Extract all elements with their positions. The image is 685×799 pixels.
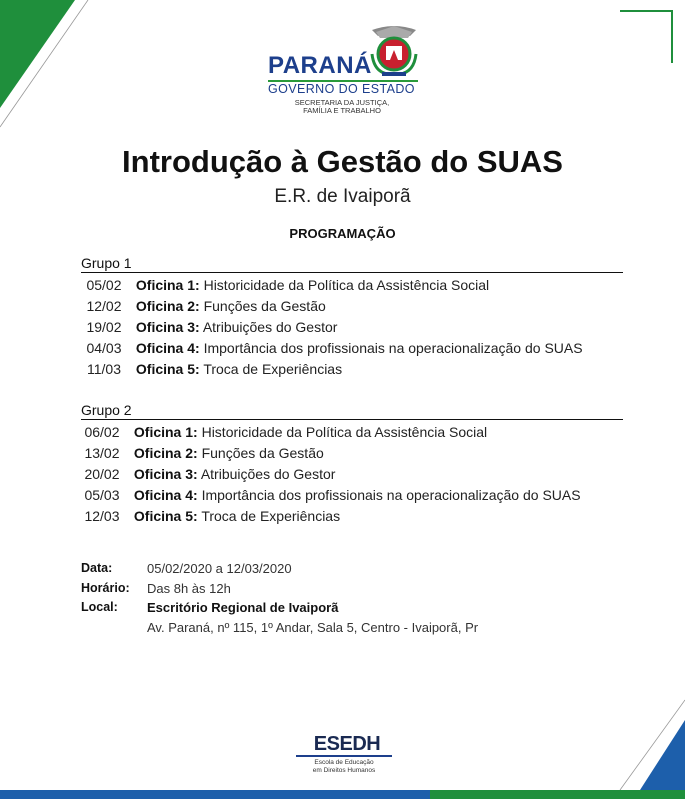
group-2-session-5	[74, 507, 340, 525]
session-date: 04/03	[86, 340, 122, 356]
session-label: Oficina 2:	[135, 298, 200, 314]
session-date: 05/03	[84, 487, 120, 503]
time-label: Horário:	[81, 581, 130, 595]
session-topic: Importância dos profissionais na operacionalização do SUAS	[203, 340, 583, 356]
group-1-session-2	[76, 297, 326, 315]
group-1-session-4	[76, 339, 583, 357]
session-date: 20/02	[84, 466, 120, 482]
session-topic: Atribuições do Gestor	[202, 319, 338, 335]
session-label: Oficina 4:	[133, 487, 198, 503]
esedh-subtitle	[296, 759, 392, 775]
place-value: Escritório Regional de Ivaiporã	[147, 600, 339, 615]
session-label: Oficina 5:	[133, 508, 198, 524]
group-2-session-1	[74, 423, 487, 441]
government-label: GOVERNO DO ESTADO	[268, 82, 415, 96]
page-subtitle: E.R. de Ivaiporã	[274, 186, 411, 207]
group-1-session-1	[76, 276, 489, 294]
top-left-green-triangle	[0, 0, 75, 108]
session-topic: Atribuições do Gestor	[200, 466, 336, 482]
session-label: Oficina 1:	[133, 424, 198, 440]
session-topic: Funções da Gestão	[203, 298, 326, 314]
time-value: Das 8h às 12h	[147, 581, 231, 596]
bottom-green-bar	[430, 790, 685, 799]
session-date: 12/02	[86, 298, 122, 314]
session-label: Oficina 2:	[133, 445, 198, 461]
session-label: Oficina 1:	[135, 277, 200, 293]
session-topic: Historicidade da Política da Assistência Social	[201, 424, 488, 440]
date-value: 05/02/2020 a 12/03/2020	[147, 561, 292, 576]
session-topic: Historicidade da Política da Assistência Social	[203, 277, 490, 293]
secretariat-line-1: SECRETARIA DA JUSTIÇA,	[294, 98, 390, 107]
esedh-logo-rule	[296, 755, 392, 757]
page-title: Introdução à Gestão do SUAS	[122, 144, 563, 179]
session-date: 06/02	[84, 424, 120, 440]
esedh-subtitle-line-1: Escola de Educação	[314, 759, 374, 766]
group-1-session-3	[76, 318, 337, 336]
session-topic: Importância dos profissionais na operacionalização do SUAS	[201, 487, 581, 503]
group-1-divider	[81, 272, 623, 273]
session-date: 13/02	[84, 445, 120, 461]
session-label: Oficina 3:	[135, 319, 200, 335]
state-name: PARANÁ	[268, 52, 372, 79]
session-date: 19/02	[86, 319, 122, 335]
session-date: 05/02	[86, 277, 122, 293]
place-label: Local:	[81, 600, 118, 614]
address-value: Av. Paraná, nº 115, 1º Andar, Sala 5, Centro - Ivaiporã, Pr	[147, 620, 479, 635]
session-topic: Troca de Experiências	[203, 361, 343, 377]
session-topic: Funções da Gestão	[201, 445, 324, 461]
group-2-session-4	[74, 486, 581, 504]
session-label: Oficina 3:	[133, 466, 198, 482]
session-label: Oficina 4:	[135, 340, 200, 356]
esedh-logo: ESEDH	[313, 733, 381, 755]
esedh-subtitle-line-2: em Direitos Humanos	[312, 767, 376, 774]
group-1-heading: Grupo 1	[81, 255, 132, 271]
session-date: 11/03	[87, 361, 121, 377]
session-date: 12/03	[84, 508, 120, 524]
parana-crest-icon	[368, 24, 420, 80]
session-topic: Troca de Experiências	[201, 508, 341, 524]
group-2-session-2	[74, 444, 324, 462]
group-2-session-3	[74, 465, 335, 483]
secretariat-label	[262, 99, 422, 115]
session-label: Oficina 5:	[135, 361, 200, 377]
date-label: Data:	[81, 561, 113, 575]
top-right-corner-bracket	[620, 11, 672, 63]
group-2-divider	[81, 419, 623, 420]
secretariat-line-2: FAMÍLIA E TRABALHO	[303, 106, 381, 115]
group-1-session-5	[76, 360, 342, 378]
group-2-heading: Grupo 2	[81, 402, 132, 418]
program-heading: PROGRAMAÇÃO	[289, 226, 396, 241]
